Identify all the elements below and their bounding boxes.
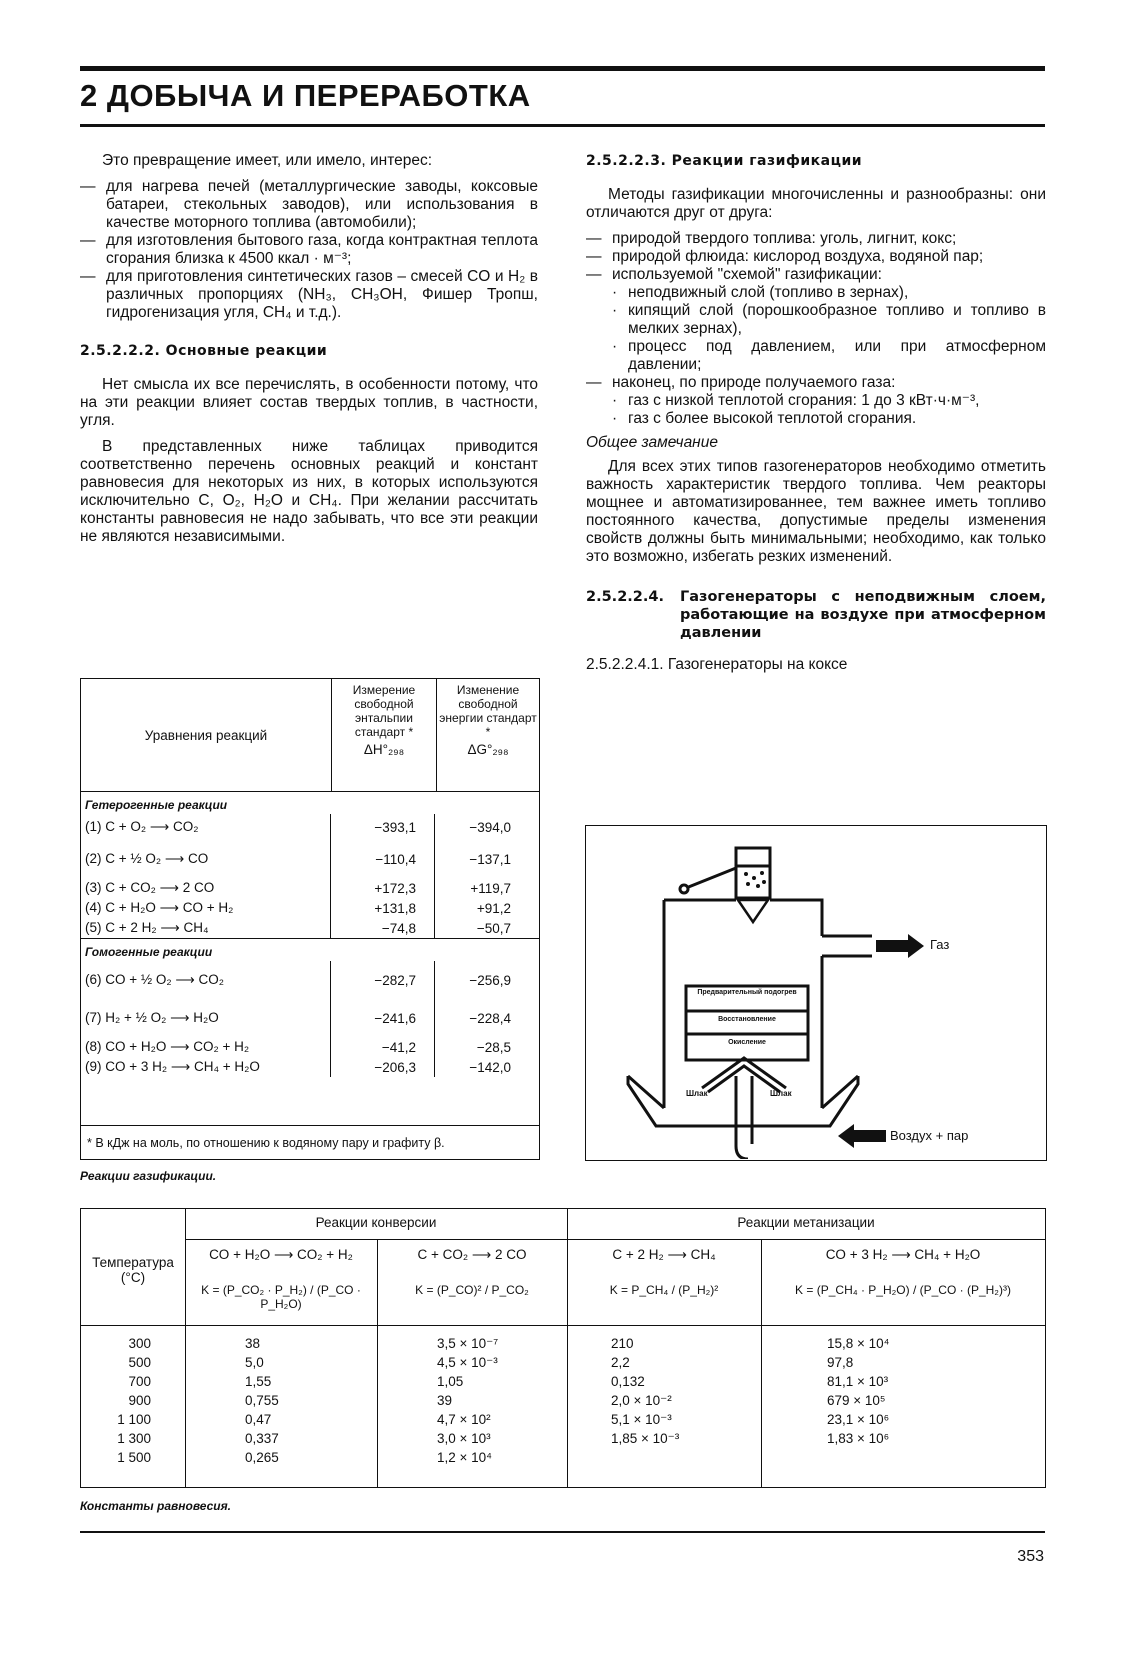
energy-value: −28,5 — [476, 1039, 511, 1055]
table-cell: 3,5 × 10⁻⁷ — [437, 1336, 499, 1351]
air-steam-label: Воздух + пар — [890, 1128, 969, 1143]
list-item: — используемой "схемой" газификации: — [586, 266, 882, 283]
table-row — [81, 1057, 539, 1077]
k-column-1 — [245, 1334, 325, 1467]
table-cell: 1,55 — [245, 1374, 272, 1389]
gasifier-drawing — [586, 826, 1045, 1159]
right-column — [586, 152, 1046, 674]
table-cell: 15,8 × 10⁴ — [827, 1336, 890, 1351]
header-energy: Изменение свободной энергии стандарт * ΔG°₂₉₈ — [439, 683, 537, 757]
table-row — [81, 918, 539, 938]
enthalpy-value: −282,7 — [331, 961, 435, 999]
table-row — [81, 999, 539, 1037]
list-item: — для приготовления синтетических газов – смесей CO и H₂ в различных пропорциях (NH₃, CH₃OH, Фишер Тропш, гидрогенизация угля, CH₄ и т.д.). — [80, 268, 538, 321]
bottom-rule — [80, 1531, 1045, 1533]
energy-value: −137,1 — [469, 851, 511, 867]
list-item: — для изготовления бытового газа, когда контрактная теплота сгорания близка к 4500 ккал · м⁻³; — [80, 232, 538, 267]
header-enthalpy: Измерение свободной энтальпии стандарт * ΔH°₂₉₈ — [332, 679, 437, 791]
k-expression: K = P_CH₄ / (P_H₂)² — [609, 1283, 719, 1297]
bullet-item: · газ с более высокой теплотой сгорания. — [612, 410, 917, 427]
reactions-table — [80, 678, 540, 1160]
energy-value: −394,0 — [469, 819, 511, 835]
reaction-eq: CO + H₂O ⟶ CO₂ + H₂ — [209, 1247, 353, 1262]
reaction-equation: (2) C + ½ O₂ ⟶ CO — [81, 840, 331, 878]
k-expression: K = (P_CO₂ · P_H₂) / (P_CO · P_H₂O) — [201, 1283, 361, 1311]
homogeneous-rows — [81, 961, 539, 1077]
table-cell: 3,0 × 10³ — [437, 1431, 491, 1446]
section-heading: 2.5.2.2.3. Реакции газификации — [586, 153, 863, 169]
reaction-eq: C + 2 H₂ ⟶ CH₄ — [612, 1247, 716, 1262]
bullet-item: · кипящий слой (порошкообразное топливо и топливо в мелких зернах), — [612, 302, 1046, 337]
table-row — [81, 961, 539, 999]
enthalpy-value: −241,6 — [331, 999, 435, 1037]
paragraph: В представленных ниже таблицах приводится соответственно перечень основных реакций и констант равновесия для некоторых из них, в которых используются исключительно C, O₂, H₂O и CH₄. При желании рассчитать константы равновесия не надо забывать, что все эти реакции не являются независимыми. — [80, 438, 538, 545]
energy-value: −256,9 — [469, 972, 511, 988]
reaction-equation: (9) CO + 3 H₂ ⟶ CH₄ + H₂O — [81, 1057, 331, 1077]
table-cell: 500 — [128, 1355, 151, 1370]
k-column-2 — [437, 1334, 547, 1467]
reaction-equation: (7) H₂ + ½ O₂ ⟶ H₂O — [81, 999, 331, 1037]
subsubsection-heading: 2.5.2.2.4.1. Газогенераторы на коксе — [586, 656, 848, 673]
k-expression: K = (P_CO)² / P_CO₂ — [415, 1283, 529, 1297]
energy-value: −142,0 — [469, 1059, 511, 1075]
table-cell: 81,1 × 10³ — [827, 1374, 889, 1389]
list-item: — для нагрева печей (металлургические заводы, коксовые батареи, стекольных заводов), или использования в качестве моторного топлива (автомобили); — [80, 178, 538, 231]
group-homogeneous: Гомогенные реакции — [85, 945, 213, 959]
enthalpy-value: −110,4 — [331, 840, 435, 878]
reaction-equation: (3) C + CO₂ ⟶ 2 CO — [81, 878, 331, 898]
table-cell: 0,132 — [611, 1374, 645, 1389]
reaction-eq: CO + 3 H₂ ⟶ CH₄ + H₂O — [825, 1247, 981, 1262]
table-row — [81, 898, 539, 918]
enthalpy-value: −74,8 — [331, 918, 435, 938]
bullet-item: · неподвижный слой (топливо в зернах), — [612, 284, 909, 301]
table-row — [81, 814, 539, 840]
table-cell: 1,05 — [437, 1374, 464, 1389]
methanation-header: Реакции метанизации — [737, 1215, 875, 1230]
reaction-eq: C + CO₂ ⟶ 2 CO — [417, 1247, 527, 1262]
bullet-item: · процесс под давлением, или при атмосферном давлении; — [612, 338, 1046, 373]
table-cell: 1 100 — [117, 1412, 151, 1427]
table-cell: 1 300 — [117, 1431, 151, 1446]
enthalpy-value: −206,3 — [331, 1057, 435, 1077]
list-item: — наконец, по природе получаемого газа: — [586, 374, 896, 391]
k-expression: K = (P_CH₄ · P_H₂O) / (P_CO · (P_H₂)³) — [795, 1283, 1011, 1297]
table-cell: 1 500 — [117, 1450, 151, 1465]
list-item: — природой флюида: кислород воздуха, водяной пар; — [586, 248, 984, 265]
table-cell: 5,1 × 10⁻³ — [611, 1412, 672, 1427]
table-row — [81, 878, 539, 898]
slag-left-label: Шлак — [686, 1089, 708, 1098]
equilibrium-table — [80, 1208, 1046, 1488]
chapter-title: 2 ДОБЫЧА И ПЕРЕРАБОТКА — [80, 78, 531, 113]
table1-caption: Реакции газификации. — [80, 1169, 217, 1183]
table-cell: 1,83 × 10⁶ — [827, 1431, 890, 1446]
reaction-equation: (8) CO + H₂O ⟶ CO₂ + H₂ — [81, 1037, 331, 1057]
gas-label: Газ — [930, 937, 950, 952]
paragraph: Нет смысла их все перечислять, в особенности потому, что на эти реакции влияет состав твердых топлив, в частности, угля. — [80, 376, 538, 429]
temp-column — [81, 1334, 151, 1467]
paragraph: Методы газификации многочисленны и разнообразны: они отличаются друг от друга: — [586, 186, 1046, 221]
energy-value: −228,4 — [469, 1010, 511, 1026]
table-row — [81, 1037, 539, 1057]
table-cell — [611, 1448, 731, 1467]
header-equations: Уравнения реакций — [81, 679, 332, 791]
table-cell: 2,2 — [611, 1355, 630, 1370]
list-item: — природой твердого топлива: уголь, лигнит, кокс; — [586, 230, 957, 247]
zone-reduction-label: Восстановление — [718, 1016, 776, 1023]
subsection-heading: 2.5.2.2.4. Газогенераторы с неподвижным слоем, работающие на воздухе при атмосферном давлении — [586, 589, 1046, 641]
remark-text: Для всех этих типов газогенераторов необходимо отметить важность характеристик твердого топлива. Чем реакторы мощнее и автоматизированнее, тем важнее иметь топливо постоянного качества, допустимые пределы изменения свойств должны быть минимальными; необходимо, как только это возможно, избегать резких изменений. — [586, 458, 1046, 565]
table-cell: 900 — [128, 1393, 151, 1408]
gasifier-diagram — [585, 825, 1047, 1161]
heterogeneous-rows — [81, 814, 539, 938]
table-cell: 97,8 — [827, 1355, 854, 1370]
temp-header: Температура (°C) — [92, 1255, 174, 1285]
remark-title: Общее замечание — [586, 434, 718, 451]
conversion-header: Реакции конверсии — [315, 1215, 437, 1230]
reaction-equation: (5) C + 2 H₂ ⟶ CH₄ — [81, 918, 331, 938]
enthalpy-value: +131,8 — [331, 898, 435, 918]
table-cell: 0,47 — [245, 1412, 272, 1427]
table-cell: 5,0 — [245, 1355, 264, 1370]
table-cell — [827, 1448, 947, 1467]
reaction-equation: (1) C + O₂ ⟶ CO₂ — [81, 814, 331, 840]
table-cell: 1,2 × 10⁴ — [437, 1450, 492, 1465]
enthalpy-value: −393,1 — [331, 814, 435, 840]
slag-right-label: Шлак — [770, 1089, 792, 1098]
table-cell: 1,85 × 10⁻³ — [611, 1431, 680, 1446]
table-cell: 38 — [245, 1336, 261, 1351]
enthalpy-value: −41,2 — [331, 1037, 435, 1057]
table-cell: 210 — [611, 1336, 634, 1351]
zone-oxidation-label: Окисление — [728, 1039, 766, 1046]
reaction-equation: (4) C + H₂O ⟶ CO + H₂ — [81, 898, 331, 918]
table-cell: 2,0 × 10⁻² — [611, 1393, 672, 1408]
k-column-4 — [827, 1334, 947, 1467]
enthalpy-value: +172,3 — [331, 878, 435, 898]
zone-preheat-label: Предварительный подогрев — [697, 989, 797, 996]
table-row — [81, 840, 539, 878]
table-cell: 4,7 × 10² — [437, 1412, 491, 1427]
table-cell: 0,755 — [245, 1393, 279, 1408]
bullet-item: · газ с низкой теплотой сгорания: 1 до 3 кВт·ч·м⁻³, — [612, 392, 980, 409]
table-cell: 4,5 × 10⁻³ — [437, 1355, 498, 1370]
intro-text: Это превращение имеет, или имело, интерес: — [102, 152, 433, 169]
energy-value: −50,7 — [476, 920, 511, 936]
section-heading: 2.5.2.2.2. Основные реакции — [80, 343, 328, 359]
group-heterogeneous: Гетерогенные реакции — [85, 798, 228, 812]
table-cell: 0,337 — [245, 1431, 279, 1446]
top-rule — [80, 66, 1045, 71]
table-cell: 0,265 — [245, 1450, 279, 1465]
left-column — [80, 152, 538, 554]
table-cell: 39 — [437, 1393, 453, 1408]
page-number: 353 — [1017, 1548, 1044, 1565]
table-header — [81, 679, 539, 792]
energy-value: +91,2 — [476, 900, 511, 916]
table-cell: 679 × 10⁵ — [827, 1393, 886, 1408]
table-note: * В кДж на моль, по отношению к водяному пару и графиту β. — [81, 1125, 539, 1159]
table-cell: 300 — [128, 1336, 151, 1351]
table2-caption: Константы равновесия. — [80, 1499, 232, 1513]
energy-value: +119,7 — [470, 880, 511, 896]
k-column-3 — [611, 1334, 731, 1467]
table-cell: 23,1 × 10⁶ — [827, 1412, 890, 1427]
title-rule — [80, 124, 1045, 127]
table-cell: 700 — [128, 1374, 151, 1389]
reaction-equation: (6) CO + ½ O₂ ⟶ CO₂ — [81, 961, 331, 999]
